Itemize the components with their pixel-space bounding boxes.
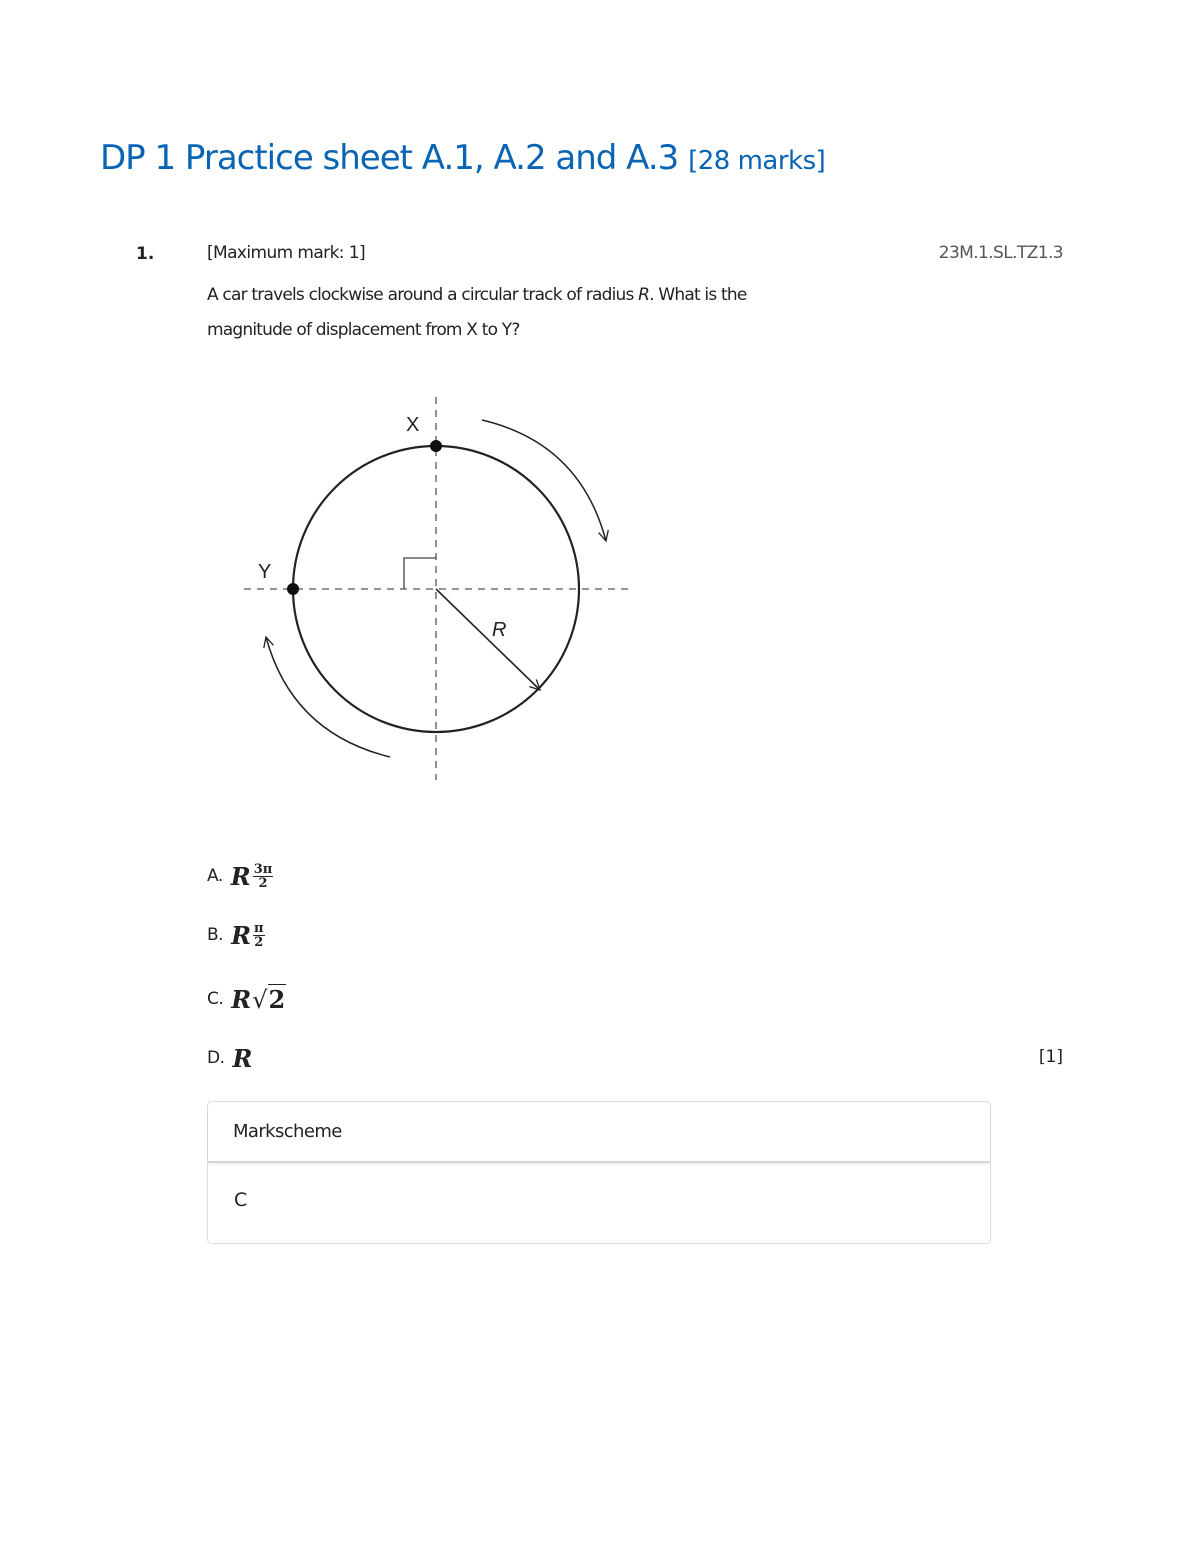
- total-marks: [28 marks]: [688, 146, 826, 176]
- question-number: 1.: [136, 244, 155, 264]
- title-text: DP 1 Practice sheet A.1, A.2 and A.3: [100, 138, 679, 178]
- option-a: [207, 859, 273, 893]
- option-b-expression: [231, 921, 264, 950]
- question-variable: R: [638, 285, 650, 305]
- option-a-numerator: 3π: [253, 861, 273, 877]
- question-code: 23M.1.SL.TZ1.3: [938, 243, 1063, 263]
- option-d-letter: D.: [207, 1048, 225, 1068]
- max-mark-label: [Maximum mark: 1]: [207, 243, 365, 263]
- right-angle-marker: [404, 558, 436, 589]
- page-title: [100, 138, 825, 178]
- option-c-base: R: [231, 984, 252, 1014]
- option-b: [207, 918, 265, 952]
- option-c-radicand: 2: [268, 984, 286, 1014]
- radius-label: R: [492, 619, 507, 641]
- option-a-fraction: [253, 863, 274, 890]
- option-b-letter: B.: [207, 925, 224, 945]
- question-text-part2: . What is the: [649, 285, 747, 305]
- point-x-dot: [430, 440, 442, 452]
- option-c-letter: C.: [207, 989, 224, 1009]
- option-d: [207, 1041, 252, 1075]
- clockwise-arrow-top-right: [482, 420, 606, 541]
- option-b-numerator: π: [254, 920, 264, 936]
- point-x-label: X: [406, 414, 420, 436]
- question-mark-value: [1]: [1038, 1047, 1063, 1067]
- radius-arrow: [436, 589, 540, 690]
- option-a-letter: A.: [207, 866, 223, 886]
- markscheme-header[interactable]: Markscheme: [208, 1102, 990, 1163]
- option-b-base: R: [231, 920, 252, 950]
- option-a-base: R: [230, 861, 251, 891]
- option-b-fraction: [253, 922, 265, 949]
- option-c: [207, 982, 286, 1016]
- point-y-dot: [287, 583, 299, 595]
- option-a-denominator: 2: [258, 875, 268, 891]
- markscheme-panel: [207, 1101, 991, 1244]
- question-text: [207, 278, 887, 348]
- option-d-expression: [233, 1044, 253, 1073]
- question-text-line2: magnitude of displacement from X to Y?: [207, 320, 520, 340]
- point-y-label: Y: [258, 561, 272, 583]
- option-d-base: R: [232, 1043, 253, 1073]
- option-b-denominator: 2: [254, 934, 264, 950]
- circular-track-diagram: [230, 395, 650, 795]
- clockwise-arrow-bottom-left: [266, 637, 390, 757]
- option-a-expression: [231, 862, 274, 891]
- question-text-part1: A car travels clockwise around a circular track of radius: [207, 285, 639, 305]
- markscheme-answer: C: [234, 1189, 248, 1211]
- option-c-expression: [231, 985, 286, 1014]
- option-c-sqrt: √2: [252, 984, 286, 1014]
